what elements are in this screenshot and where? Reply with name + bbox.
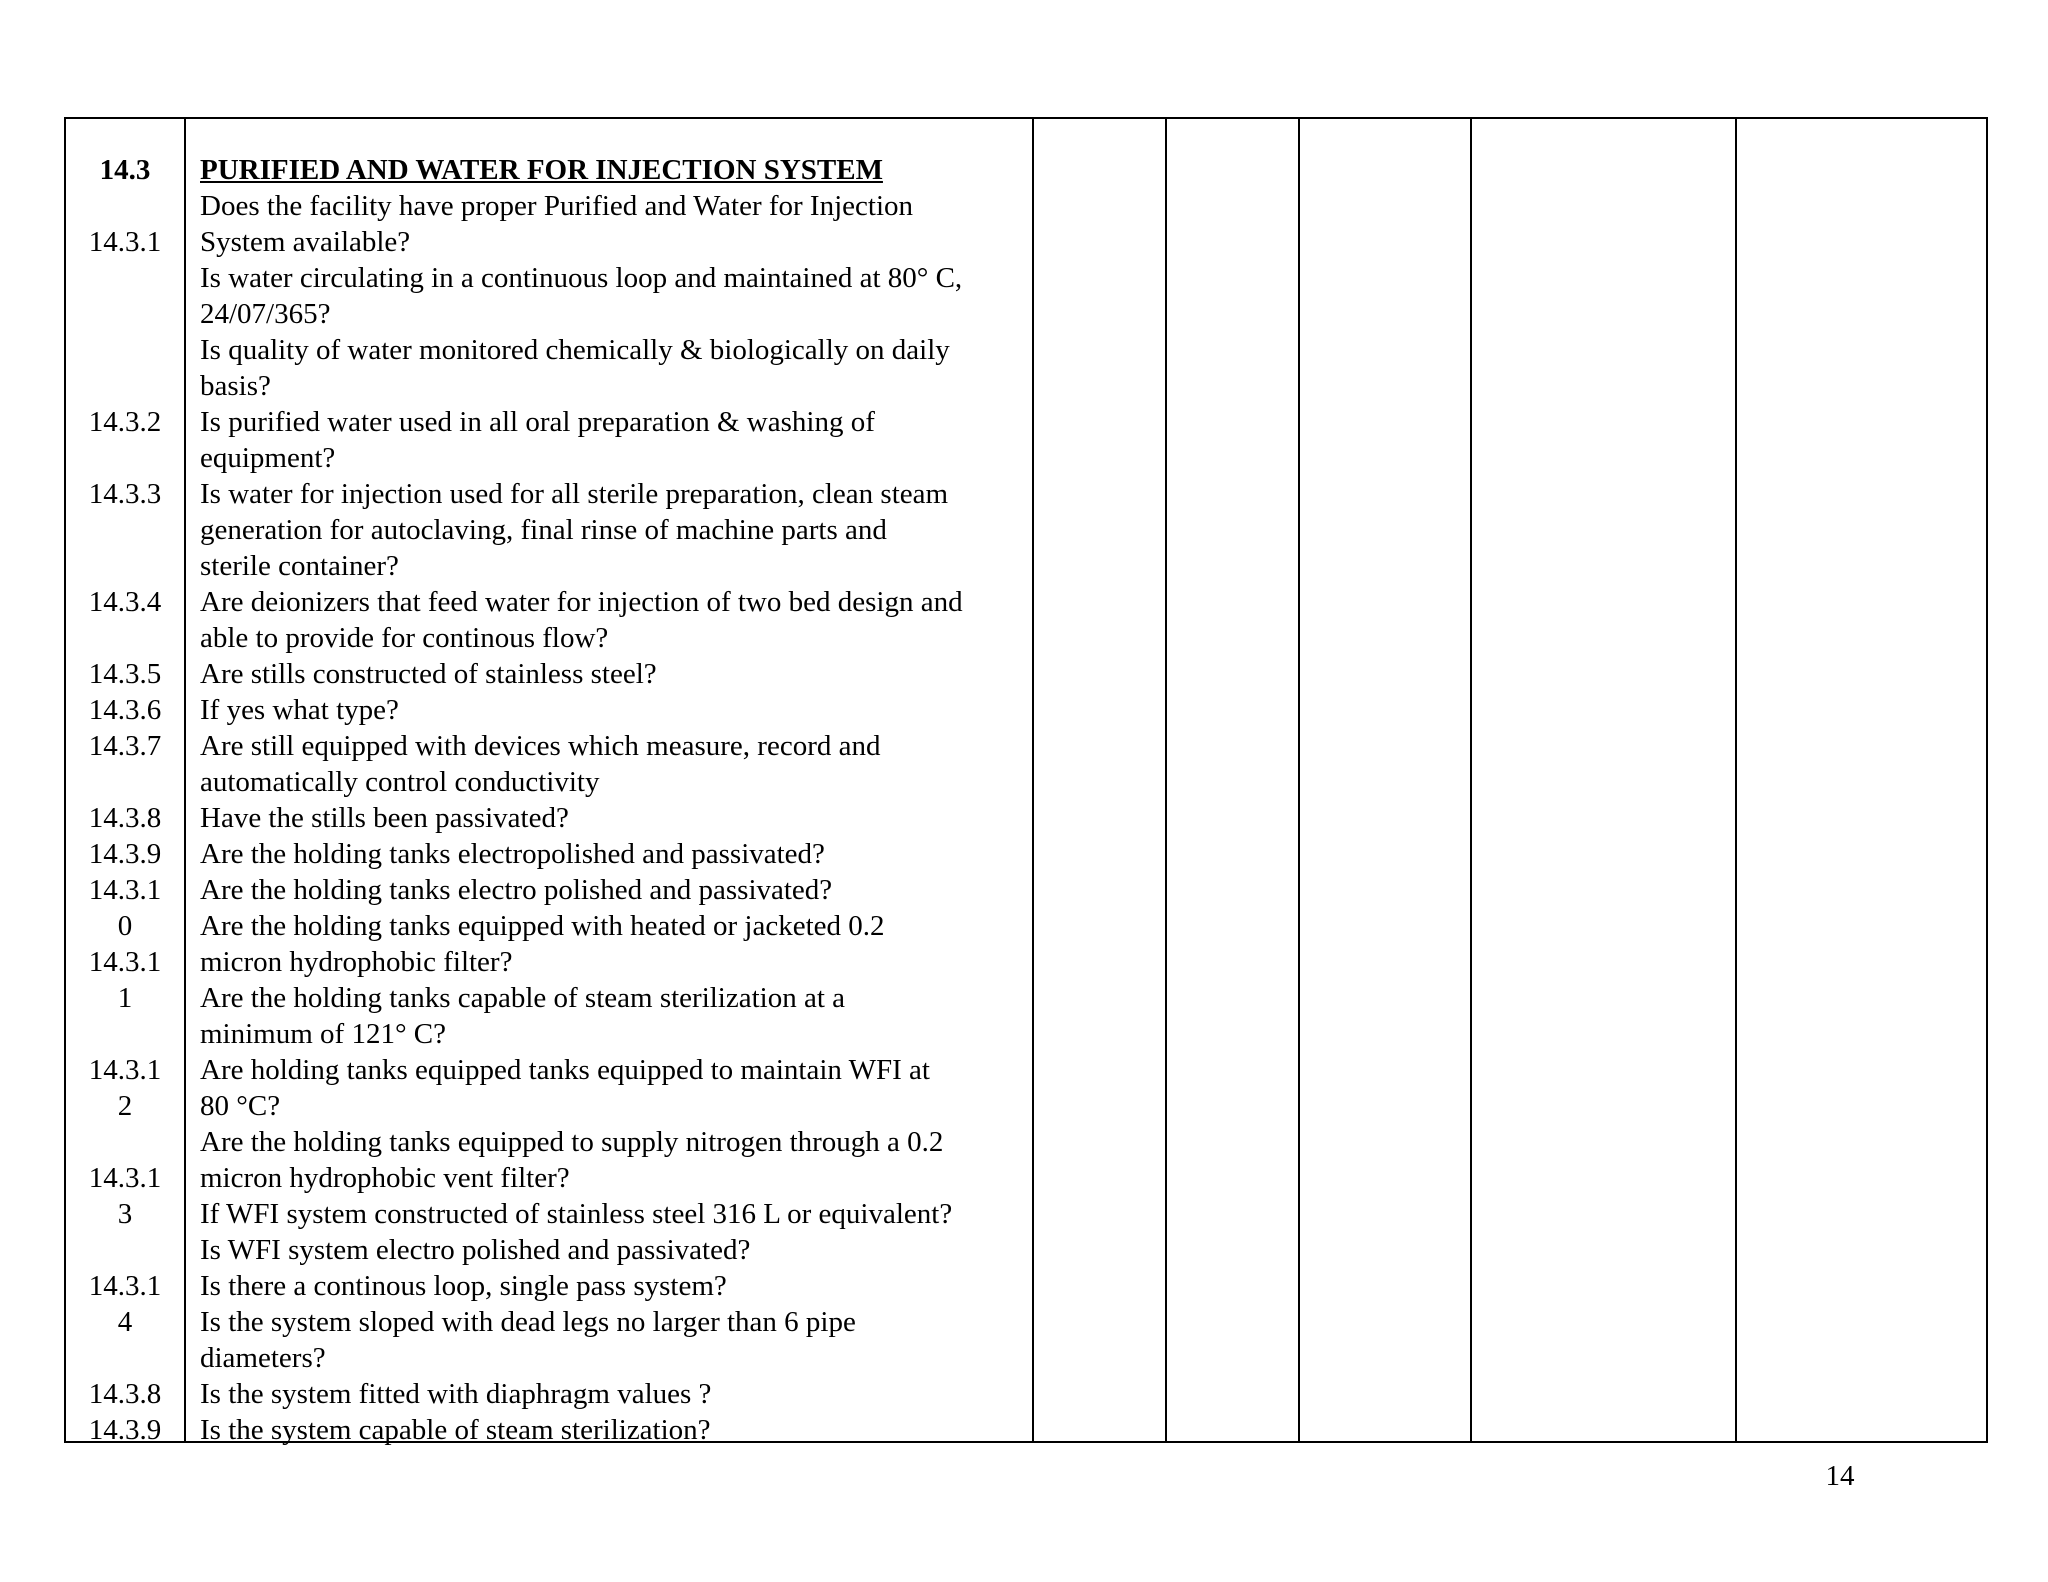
- question-line: Is the system capable of steam sterilization?: [200, 1414, 711, 1446]
- question-line: Is the system sloped with dead legs no larger than 6 pipe: [200, 1306, 856, 1338]
- question-line: Is the system fitted with diaphragm values ?: [200, 1378, 712, 1410]
- question-line: Does the facility have proper Purified and Water for Injection: [200, 190, 914, 222]
- item-number: 1: [117, 982, 133, 1014]
- question-line: System available?: [200, 226, 411, 258]
- question-line: Are the holding tanks equipped to supply nitrogen through a 0.2: [200, 1126, 944, 1158]
- item-number: 14.3.4: [88, 586, 162, 618]
- item-number: 14.3.8: [88, 1378, 162, 1410]
- item-number: 14.3.1: [88, 226, 162, 258]
- item-number: 14.3.1: [88, 874, 162, 906]
- question-line: Is purified water used in all oral preparation & washing of: [200, 406, 875, 438]
- question-line: Is water for injection used for all sterile preparation, clean steam: [200, 478, 949, 510]
- question-line: micron hydrophobic filter?: [200, 946, 513, 978]
- question-line: Have the stills been passivated?: [200, 802, 569, 834]
- question-line: Are deionizers that feed water for injection of two bed design and: [200, 586, 963, 618]
- question-line: 24/07/365?: [200, 298, 331, 330]
- question-line: Are the holding tanks electropolished and passivated?: [200, 838, 825, 870]
- column-divider: [1298, 117, 1300, 1443]
- column-divider: [1735, 117, 1737, 1443]
- item-number: 4: [117, 1306, 133, 1338]
- question-line: equipment?: [200, 442, 336, 474]
- item-number: 14.3.9: [88, 1414, 162, 1446]
- item-number: 14.3.1: [88, 1270, 162, 1302]
- question-line: automatically control conductivity: [200, 766, 600, 798]
- column-divider: [1470, 117, 1472, 1443]
- question-line: Is water circulating in a continuous loop and maintained at 80° C,: [200, 262, 963, 294]
- question-line: Is there a continous loop, single pass system?: [200, 1270, 727, 1302]
- item-number: 14.3.1: [88, 946, 162, 978]
- question-line: generation for autoclaving, final rinse of machine parts and: [200, 514, 887, 546]
- question-line: Are the holding tanks electro polished and passivated?: [200, 874, 833, 906]
- column-divider: [1032, 117, 1034, 1443]
- question-line: If yes what type?: [200, 694, 399, 726]
- question-line: Is quality of water monitored chemically & biologically on daily: [200, 334, 950, 366]
- question-line: Is WFI system electro polished and passivated?: [200, 1234, 751, 1266]
- item-number: 14.3.3: [88, 478, 162, 510]
- item-number: 14.3.2: [88, 406, 162, 438]
- question-line: micron hydrophobic vent filter?: [200, 1162, 570, 1194]
- question-line: Are holding tanks equipped tanks equipped to maintain WFI at: [200, 1054, 930, 1086]
- item-number: 14.3.1: [88, 1162, 162, 1194]
- item-number: 14.3.5: [88, 658, 162, 690]
- question-line: Are still equipped with devices which measure, record and: [200, 730, 881, 762]
- item-number: 14.3.9: [88, 838, 162, 870]
- section-title: PURIFIED AND WATER FOR INJECTION SYSTEM: [200, 154, 883, 186]
- question-line: 80 °C?: [200, 1090, 281, 1122]
- question-line: sterile container?: [200, 550, 399, 582]
- question-line: minimum of 121° C?: [200, 1018, 447, 1050]
- column-divider: [184, 117, 186, 1443]
- question-line: If WFI system constructed of stainless steel 316 L or equivalent?: [200, 1198, 953, 1230]
- question-line: diameters?: [200, 1342, 326, 1374]
- question-line: able to provide for continous flow?: [200, 622, 609, 654]
- question-line: Are the holding tanks equipped with heated or jacketed 0.2: [200, 910, 885, 942]
- item-number: 14.3.7: [88, 730, 162, 762]
- item-number: 14.3.8: [88, 802, 162, 834]
- item-number: 14.3.6: [88, 694, 162, 726]
- item-number: 3: [117, 1198, 133, 1230]
- section-number: 14.3: [99, 154, 151, 186]
- question-line: Are stills constructed of stainless steel?: [200, 658, 657, 690]
- question-line: Are the holding tanks capable of steam sterilization at a: [200, 982, 846, 1014]
- column-divider: [1165, 117, 1167, 1443]
- question-line: basis?: [200, 370, 271, 402]
- item-number: 2: [117, 1090, 133, 1122]
- item-number: 14.3.1: [88, 1054, 162, 1086]
- item-number: 0: [117, 910, 133, 942]
- page-number: 14: [1825, 1460, 1855, 1492]
